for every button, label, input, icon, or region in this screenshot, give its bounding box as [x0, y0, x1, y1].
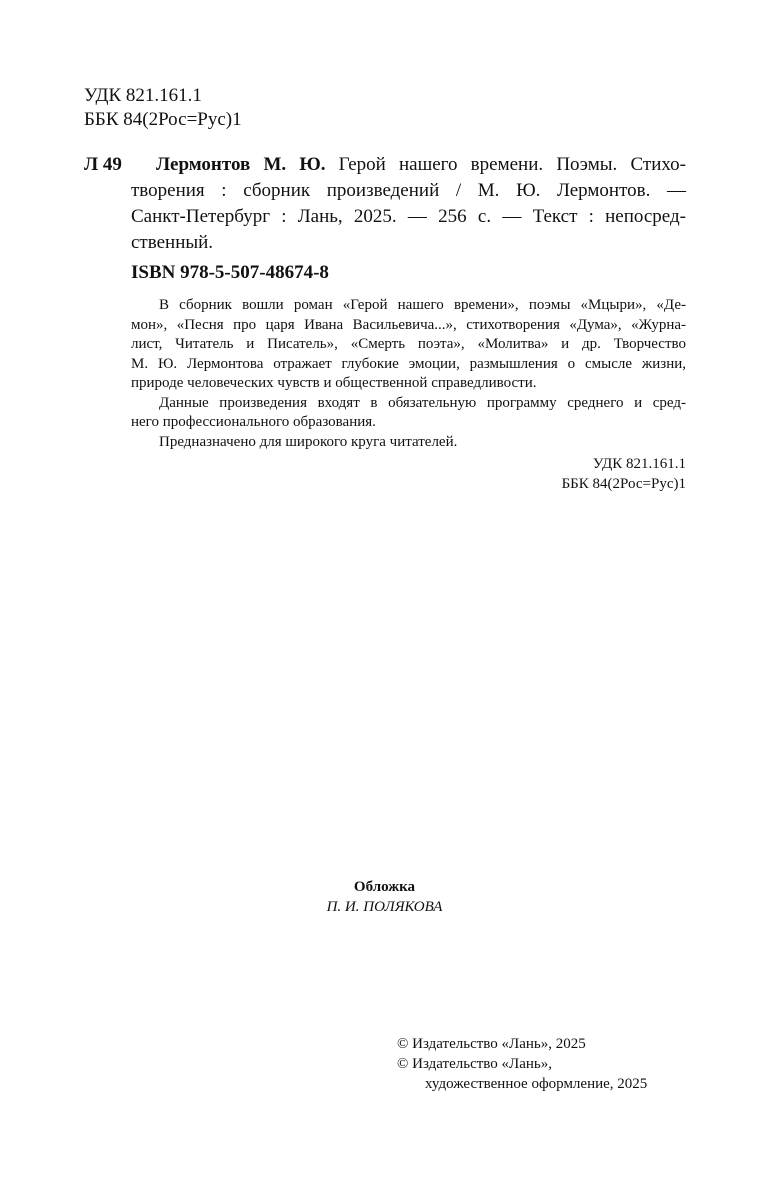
cover-credit	[0, 877, 769, 917]
copyright-line-3: художественное оформление, 2025	[425, 1076, 648, 1092]
annotation	[131, 296, 686, 452]
catalog-entry-line-2: творения : сборник произведений / М. Ю. Лермонтов. —	[131, 180, 686, 201]
annotation-line: В сборник вошли роман «Герой нашего времени», поэмы «Мцыри», «Де-	[159, 297, 686, 313]
copyright-line-1: © Издательство «Лань», 2025	[397, 1036, 586, 1052]
catalog-entry-line-3: Санкт-Петербург : Лань, 2025. — 256 с. — Текст : непосред-	[131, 206, 686, 227]
catalog-entry-line-1	[131, 152, 686, 178]
copyright-line-2: © Издательство «Лань»,	[397, 1056, 552, 1072]
cover-designer-name: П. И. ПОЛЯКОВА	[326, 899, 443, 915]
header-classification-codes	[84, 84, 242, 132]
bbk-code-footer: ББК 84(2Рос=Рус)1	[561, 476, 686, 492]
cover-label: Обложка	[353, 879, 416, 895]
catalog-entry-line-4: ственный.	[131, 232, 214, 253]
udk-code: УДК 821.161.1	[84, 85, 202, 106]
annotation-line: лист, Читатель и Писатель», «Смерть поэта», «Молитва» и др. Творчество	[131, 336, 686, 352]
udk-code-footer: УДК 821.161.1	[592, 456, 686, 472]
author-mark: Л 49	[84, 154, 122, 175]
footer-classification-codes	[562, 454, 686, 494]
title-line-1: Герой нашего времени. Поэмы. Стихо-	[338, 154, 687, 175]
author-name: Лермонтов М. Ю.	[156, 154, 326, 175]
copyright-block	[397, 1034, 647, 1094]
annotation-audience: Предназначено для широкого круга читателей.	[159, 433, 458, 450]
catalog-entry	[131, 152, 686, 256]
bbk-code: ББК 84(2Рос=Рус)1	[84, 109, 242, 130]
annotation-line: него профессионального образования.	[131, 414, 376, 430]
annotation-line: Данные произведения входят в обязательную программу среднего и сред-	[159, 394, 686, 411]
annotation-line: природе человеческих чувств и общественной справедливости.	[131, 375, 537, 391]
annotation-line: мон», «Песня про царя Ивана Васильевича...», стихотворения «Дума», «Журна-	[131, 316, 686, 333]
annotation-line: М. Ю. Лермонтова отражает глубокие эмоции, размышления о смысле жизни,	[131, 355, 686, 372]
isbn: ISBN 978-5-507-48674-8	[131, 262, 329, 283]
